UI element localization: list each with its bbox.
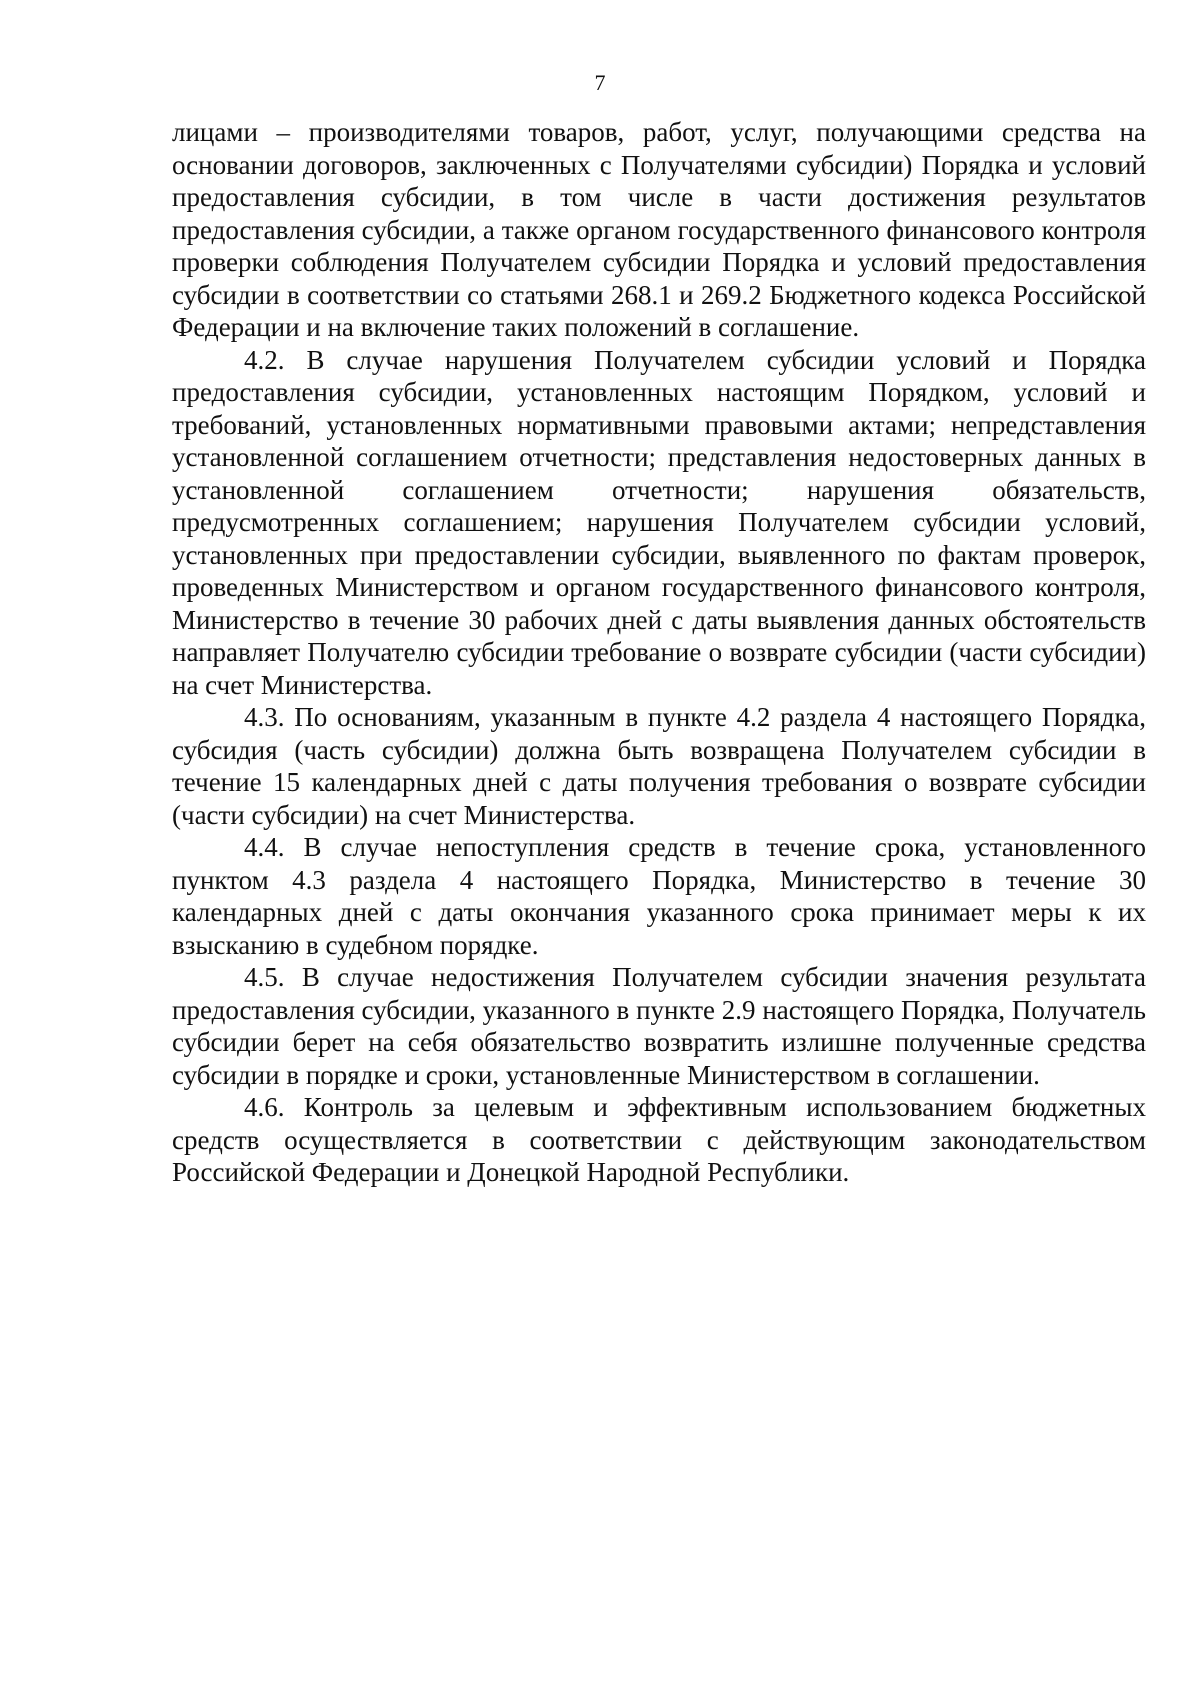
paragraph-4-2: 4.2. В случае нарушения Получателем субсидии условий и Порядка предоставления субсидии, установленных настоящим Порядком, условий и требований, установленных нормативными правовыми актами; непредставления установленной соглашением отчетности; представления недостоверных данных в установленной соглашением отчетности; нарушения обязательств, предусмотренных соглашением; нарушения Получателем субсидии условий, установленных при предоставлении субсидии, выявленного по фактам проверок, проведенных Министерством и органом государственного финансового контроля, Министерство в течение 30 рабочих дней с даты выявления данных обстоятельств направляет Получателю субсидии требование о возврате субсидии (части субсидии) на счет Министерства. bbox=[172, 344, 1146, 700]
paragraph-4-4: 4.4. В случае непоступления средств в течение срока, установленного пунктом 4.3 раздела 4 настоящего Порядка, Министерство в течение 30 календарных дней с даты окончания указанного срока принимает меры к их взысканию в судебном порядке. bbox=[172, 832, 1146, 960]
paragraph-4-5: 4.5. В случае недостижения Получателем субсидии значения результата предоставления субсидии, указанного в пункте 2.9 настоящего Порядка, Получатель субсидии берет на себя обязательство возвратить излишне полученные средства субсидии в порядке и сроки, установленные Министерством в соглашении. bbox=[172, 962, 1146, 1090]
paragraph-4-3: 4.3. По основаниям, указанным в пункте 4.2 раздела 4 настоящего Порядка, субсидия (часть субсидии) должна быть возвращена Получателем субсидии в течение 15 календарных дней с даты получения требования о возврате субсидии (части субсидии) на счет Министерства. bbox=[172, 702, 1146, 830]
paragraph-continuation: лицами – производителями товаров, работ, услуг, получающими средства на основании договоров, заключенных с Получателями субсидии) Порядка и условий предоставления субсидии, в том числе в части достижения результатов предоставления субсидии, а также органом государственного финансового контроля проверки соблюдения Получателем субсидии Порядка и условий предоставления субсидии в соответствии со статьями 268.1 и 269.2 Бюджетного кодекса Российской Федерации и на включение таких положений в соглашение. bbox=[172, 117, 1146, 342]
document-body bbox=[172, 116, 1146, 1189]
page-number: 7 bbox=[594, 70, 606, 95]
paragraph-4-6: 4.6. Контроль за целевым и эффективным использованием бюджетных средств осуществляется в соответствии с действующим законодательством Российской Федерации и Донецкой Народной Республики. bbox=[172, 1092, 1146, 1187]
